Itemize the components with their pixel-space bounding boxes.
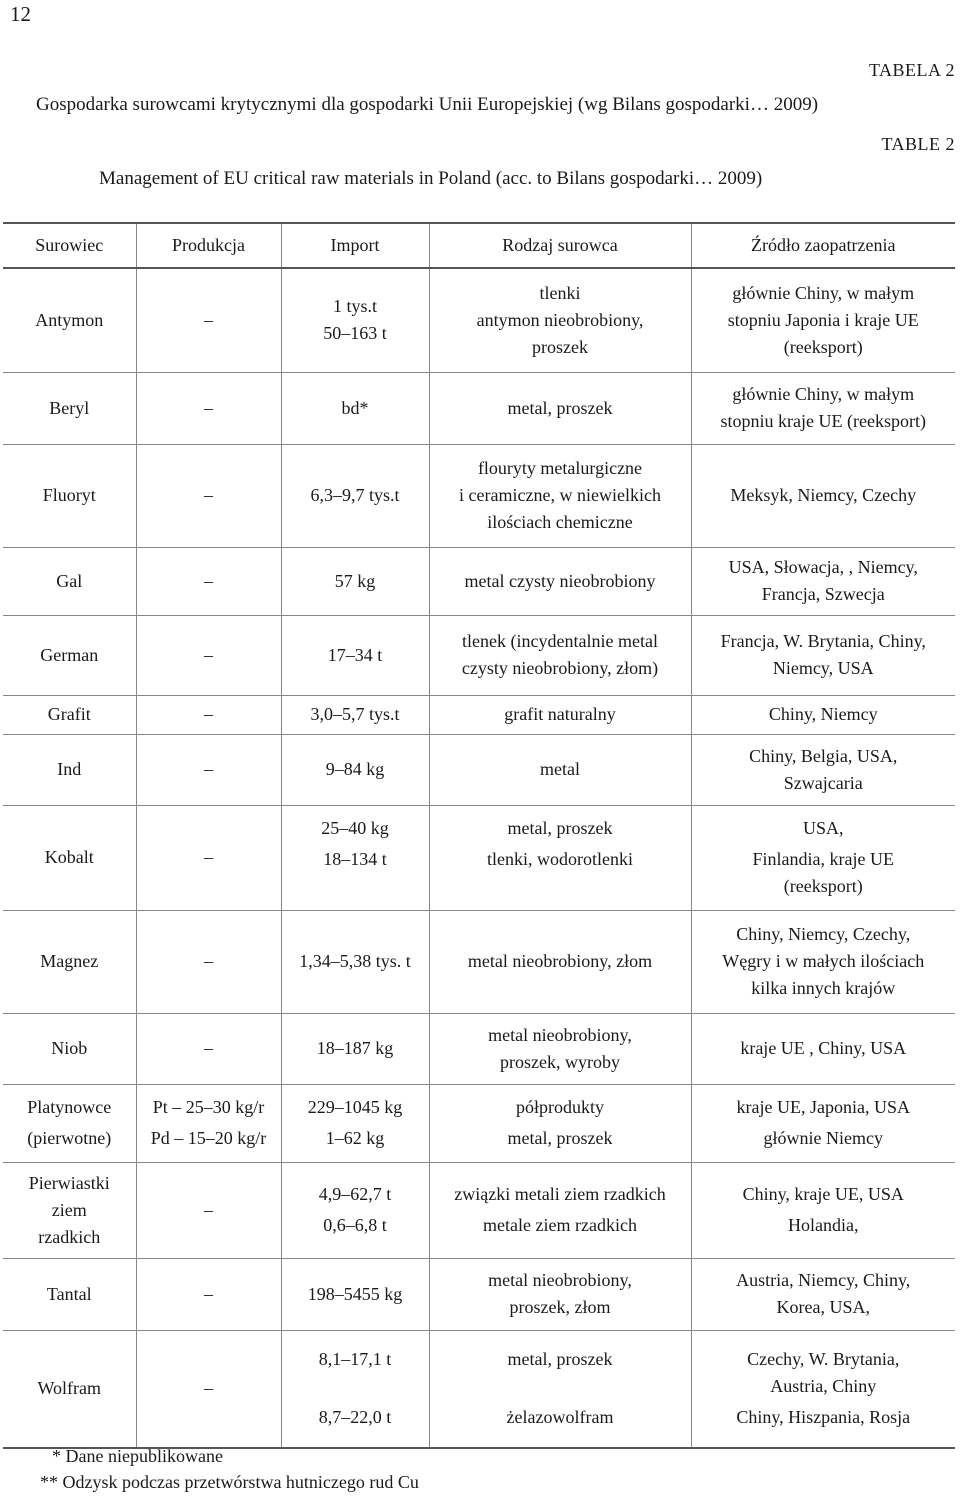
col-header-import: Import: [281, 223, 429, 268]
type-line: proszek, złom: [509, 1297, 611, 1317]
source-line: Austria, Niemcy, Chiny,: [736, 1270, 911, 1290]
cell-production: –: [136, 910, 281, 1013]
cell-production: –: [136, 547, 281, 615]
source-line: głównie Niemcy: [763, 1128, 883, 1148]
cell-material: Niob: [3, 1013, 136, 1084]
table-row-beryl: [3, 372, 955, 444]
source-line: Finlandia, kraje UE: [752, 849, 894, 869]
import-line: 8,7–22,0 t: [318, 1407, 392, 1428]
cell-production: –: [136, 805, 281, 910]
source-line: Chiny, kraje UE, USA: [742, 1184, 904, 1204]
source-line: Chiny, Belgia, USA,: [749, 745, 898, 766]
table-row-antymon: [3, 268, 955, 372]
cell-source: kraje UE , Chiny, USA: [691, 1013, 955, 1084]
type-line: metal nieobrobiony,: [488, 1024, 632, 1045]
import-line: 1–62 kg: [325, 1128, 385, 1148]
source-line: stopniu kraje UE (reeksport): [720, 411, 926, 431]
production-line: Pt – 25–30 kg/r: [152, 1097, 265, 1117]
cell-import: 18–187 kg: [281, 1013, 429, 1084]
cell-type: [429, 444, 691, 547]
cell-type: [429, 805, 691, 910]
material-line: rzadkich: [38, 1226, 101, 1247]
import-line: 8,1–17,1 t: [318, 1349, 392, 1370]
cell-production: –: [136, 734, 281, 805]
col-header-produkcja: Produkcja: [136, 223, 281, 268]
cell-type: [429, 1258, 691, 1330]
source-line: Chiny, Hiszpania, Rosja: [736, 1407, 911, 1428]
source-line: USA, Słowacja, , Niemcy,: [728, 557, 918, 577]
cell-import: [281, 1162, 429, 1258]
import-line: 229–1045 kg: [307, 1097, 403, 1117]
cell-import: [281, 1084, 429, 1162]
cell-import: [281, 1330, 429, 1448]
cell-production: –: [136, 695, 281, 734]
source-line: Francja, W. Brytania, Chiny,: [720, 631, 926, 651]
table-row-wolfram: [3, 1330, 955, 1448]
type-line: proszek, wyroby: [500, 1051, 620, 1072]
cell-material: [3, 1084, 136, 1162]
cell-type: grafit naturalny: [429, 695, 691, 734]
source-line: Korea, USA,: [776, 1297, 870, 1317]
cell-source: [691, 734, 955, 805]
table-row-platynowce: [3, 1084, 955, 1162]
cell-production: –: [136, 1013, 281, 1084]
cell-production: [136, 1084, 281, 1162]
table-label-en: TABLE 2: [881, 134, 955, 154]
col-header-surowiec: Surowiec: [3, 223, 136, 268]
cell-material: Wolfram: [3, 1330, 136, 1448]
raw-materials-table: [3, 222, 955, 1449]
import-line: 25–40 kg: [321, 818, 389, 838]
type-line: związki metali ziem rzadkich: [454, 1184, 666, 1204]
cell-material: Kobalt: [3, 805, 136, 910]
cell-source: [691, 1084, 955, 1162]
cell-production: –: [136, 268, 281, 372]
table-row-niob: [3, 1013, 955, 1084]
cell-source: [691, 268, 955, 372]
footnote-unpublished: * Dane niepublikowane: [52, 1446, 223, 1466]
import-line: 0,6–6,8 t: [323, 1215, 387, 1235]
cell-production: –: [136, 615, 281, 695]
cell-material: German: [3, 615, 136, 695]
source-line: Czechy, W. Brytania,: [747, 1349, 900, 1370]
cell-type: [429, 1084, 691, 1162]
source-line: Węgry i w małych ilościach: [722, 951, 925, 971]
production-line: Pd – 15–20 kg/r: [150, 1128, 267, 1148]
line-gap: [430, 1373, 691, 1404]
cell-source: [691, 1162, 955, 1258]
line-gap: [282, 1373, 429, 1404]
cell-type: metal: [429, 734, 691, 805]
table-row-ziem-rzadkich: [3, 1162, 955, 1258]
table-row-german: [3, 615, 955, 695]
cell-import: 57 kg: [281, 547, 429, 615]
source-line: (reeksport): [783, 336, 863, 357]
cell-import: 9–84 kg: [281, 734, 429, 805]
cell-source: [691, 1330, 955, 1448]
page-number: 12: [10, 2, 31, 26]
import-line: 18–134 t: [323, 849, 387, 869]
cell-type: [429, 268, 691, 372]
table-label-pl: TABELA 2: [868, 60, 955, 80]
footnote-recovery: ** Odzysk podczas przetwórstwa hutniczego rud Cu: [40, 1472, 419, 1492]
table-title-pl: Gospodarka surowcami krytycznymi dla gospodarki Unii Europejskiej (wg Bilans gospodarki… 2009): [36, 94, 819, 115]
table-row-grafit: [3, 695, 955, 734]
source-line: Holandia,: [788, 1215, 859, 1235]
cell-material: Tantal: [3, 1258, 136, 1330]
type-line: antymon nieobrobiony,: [476, 309, 644, 330]
material-line: (pierwotne): [27, 1128, 112, 1148]
cell-import: 17–34 t: [281, 615, 429, 695]
type-line: tlenki: [539, 282, 581, 303]
import-line: 50–163 t: [323, 323, 387, 344]
cell-source: [691, 1258, 955, 1330]
cell-source: [691, 372, 955, 444]
cell-import: 198–5455 kg: [281, 1258, 429, 1330]
cell-production: –: [136, 372, 281, 444]
source-line: głównie Chiny, w małym: [732, 384, 915, 404]
cell-material: Grafit: [3, 695, 136, 734]
cell-type: metal nieobrobiony, złom: [429, 910, 691, 1013]
source-line: USA,: [802, 818, 844, 838]
type-line: flouryty metalurgiczne: [477, 458, 643, 478]
cell-material: Antymon: [3, 268, 136, 372]
cell-material: Fluoryt: [3, 444, 136, 547]
cell-source: Meksyk, Niemcy, Czechy: [691, 444, 955, 547]
source-line: Francja, Szwecja: [761, 584, 885, 604]
type-line: i ceramiczne, w niewielkich: [459, 485, 661, 505]
source-line: stopniu Japonia i kraje UE: [727, 309, 919, 330]
source-line: Austria, Chiny: [770, 1376, 877, 1397]
cell-material: Magnez: [3, 910, 136, 1013]
cell-import: [281, 268, 429, 372]
cell-source: [691, 910, 955, 1013]
type-line: czysty nieobrobiony, złom): [461, 658, 659, 678]
cell-production: –: [136, 1258, 281, 1330]
table-title-en: Management of EU critical raw materials in Poland (acc. to Bilans gospodarki… 2009): [99, 168, 763, 189]
cell-material: Gal: [3, 547, 136, 615]
type-line: proszek: [532, 336, 588, 357]
type-line: metal nieobrobiony,: [488, 1270, 632, 1290]
cell-type: [429, 1013, 691, 1084]
cell-import: 1,34–5,38 tys. t: [281, 910, 429, 1013]
type-line: żelazowolfram: [506, 1407, 614, 1428]
import-line: 1 tys.t: [332, 296, 377, 317]
cell-source: [691, 615, 955, 695]
cell-import: 3,0–5,7 tys.t: [281, 695, 429, 734]
col-header-zrodlo: Źródło zaopatrzenia: [691, 223, 955, 268]
table-row-gal: [3, 547, 955, 615]
source-line: kilka innych krajów: [751, 978, 896, 998]
type-line: metal, proszek: [507, 1128, 613, 1148]
cell-production: –: [136, 1162, 281, 1258]
source-line: Niemcy, USA: [772, 658, 874, 678]
cell-import: bd*: [281, 372, 429, 444]
type-line: metal, proszek: [507, 1349, 613, 1370]
material-line: Pierwiastki: [28, 1172, 110, 1193]
cell-type: [429, 1162, 691, 1258]
cell-source: [691, 805, 955, 910]
cell-source: [691, 547, 955, 615]
col-header-rodzaj: Rodzaj surowca: [429, 223, 691, 268]
type-line: metal, proszek: [507, 818, 613, 838]
cell-material: Beryl: [3, 372, 136, 444]
header-row: [3, 223, 955, 268]
type-line: metale ziem rzadkich: [483, 1215, 637, 1235]
source-line: głównie Chiny, w małym: [732, 282, 915, 303]
cell-production: –: [136, 444, 281, 547]
cell-import: 6,3–9,7 tys.t: [281, 444, 429, 547]
type-line: ilościach chemiczne: [487, 512, 633, 532]
table-row-fluoryt: [3, 444, 955, 547]
material-line: ziem: [51, 1199, 87, 1220]
cell-material: [3, 1162, 136, 1258]
cell-import: [281, 805, 429, 910]
cell-production: –: [136, 1330, 281, 1448]
cell-material: Ind: [3, 734, 136, 805]
cell-type: metal, proszek: [429, 372, 691, 444]
type-line: półprodukty: [516, 1097, 604, 1117]
cell-type: [429, 1330, 691, 1448]
source-line: kraje UE, Japonia, USA: [736, 1097, 910, 1117]
cell-type: metal czysty nieobrobiony: [429, 547, 691, 615]
source-line: Szwajcaria: [783, 772, 863, 793]
source-line: Chiny, Niemcy, Czechy,: [736, 924, 911, 944]
type-line: tlenek (incydentalnie metal: [462, 631, 658, 651]
material-line: Platynowce: [27, 1097, 112, 1117]
cell-type: [429, 615, 691, 695]
import-line: 4,9–62,7 t: [318, 1184, 392, 1204]
table-row-kobalt: [3, 805, 955, 910]
table-row-magnez: [3, 910, 955, 1013]
table-row-tantal: [3, 1258, 955, 1330]
type-line: tlenki, wodorotlenki: [487, 849, 633, 869]
cell-source: Chiny, Niemcy: [691, 695, 955, 734]
source-line: (reeksport): [783, 876, 863, 896]
table-row-ind: [3, 734, 955, 805]
